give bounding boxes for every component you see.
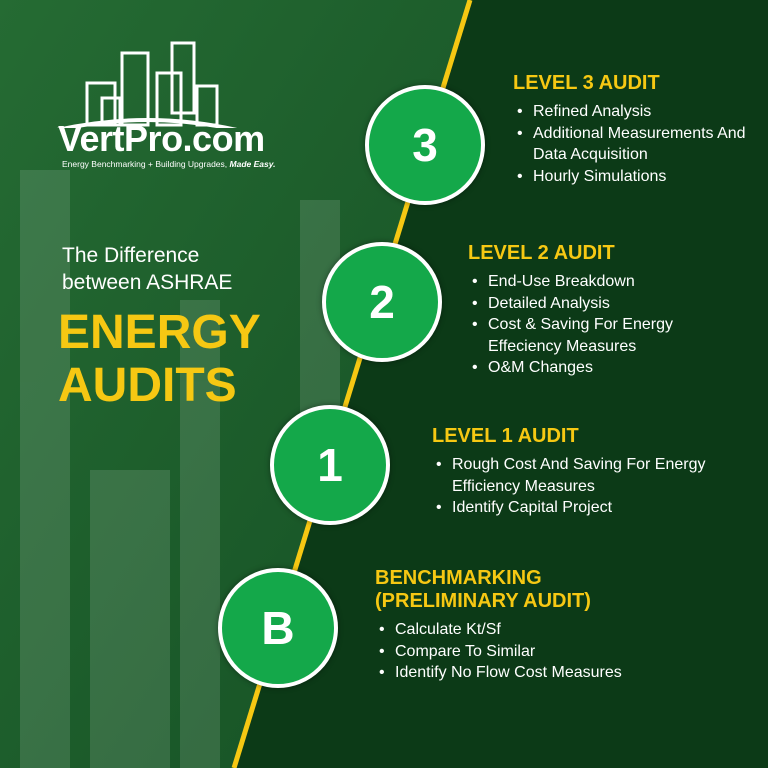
list-item: • End-Use Breakdown: [468, 271, 738, 293]
list-item: • Rough Cost And Saving For Energy Efficiency Measures: [432, 454, 712, 497]
level-3-section: [513, 72, 753, 187]
list-item: • Calculate Kt/Sf: [375, 619, 695, 641]
title-line: ENERGY: [58, 306, 261, 359]
list-item: • Additional Measurements And Data Acquisition: [513, 123, 753, 166]
level-2-section: [468, 242, 738, 379]
level-2-badge: 2: [322, 242, 442, 362]
list-item: • Compare To Similar: [375, 641, 695, 663]
list-item: • Identify No Flow Cost Measures: [375, 662, 695, 684]
subtitle-line: The Difference: [62, 244, 200, 267]
list-item: • O&M Changes: [468, 357, 738, 379]
level-title: LEVEL 1 AUDIT: [432, 425, 579, 447]
logo-name: VertPro.com: [58, 118, 265, 159]
level-1-badge: 1: [270, 405, 390, 525]
benchmarking-section: [375, 567, 622, 684]
level-title: BENCHMARKING (PRELIMINARY AUDIT): [375, 567, 591, 612]
level-1-section: [432, 425, 712, 519]
subtitle: [62, 242, 232, 296]
page-title: [58, 306, 261, 412]
list-item: • Hourly Simulations: [513, 166, 753, 188]
title-line: AUDITS: [58, 359, 237, 412]
level-3-badge: 3: [365, 85, 485, 205]
level-title: LEVEL 3 AUDIT: [513, 72, 660, 94]
list-item: • Identify Capital Project: [432, 497, 712, 519]
benchmarking-badge: B: [218, 568, 338, 688]
buildings-logo-icon: [52, 38, 242, 128]
list-item: • Cost & Saving For Energy Effeciency Measures: [468, 314, 738, 357]
logo-tagline: Energy Benchmarking + Building Upgrades, Made Easy.: [62, 159, 276, 169]
list-item: • Detailed Analysis: [468, 293, 738, 315]
level-title: LEVEL 2 AUDIT: [468, 242, 615, 264]
subtitle-line: between ASHRAE: [62, 271, 233, 294]
list-item: • Refined Analysis: [513, 101, 753, 123]
